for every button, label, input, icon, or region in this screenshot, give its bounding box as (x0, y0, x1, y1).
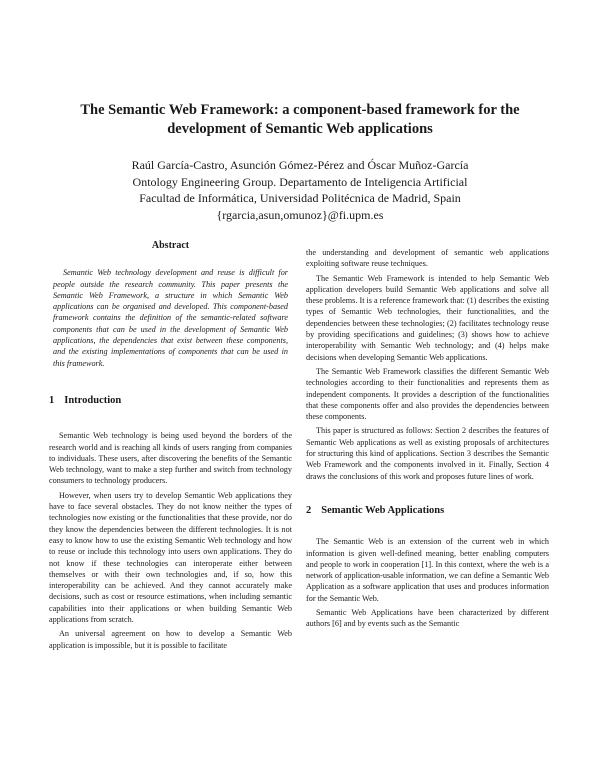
abstract-heading: Abstract (151, 240, 190, 251)
abstract-body (53, 267, 288, 369)
paragraph-continued: the understanding and development of semantic web applications exploiting software reuse techniques. (306, 248, 549, 269)
affiliation-university: Facultad de Informática, Universidad Politécnica de Madrid, Spain (139, 191, 461, 205)
title-line-2: development of Semantic Web applications (167, 121, 433, 137)
paragraph: This paper is structured as follows: Section 2 describes the features of Semantic Web applications as well as existing proposals of architectures for structuring this kind of applications. Section 3 describes the Semantic Web Framework and the components involved in it. Finally, Section 4 draws the conclusions of this work and proposes future lines of work. (306, 426, 549, 481)
paragraph: The Semantic Web is an extension of the current web in which information is given well-defined meaning, better enabling computers and people to work in cooperation [1]. In this context, where the web is a network of application-usable information, we can define a Semantic Web Application as a software application that uses and produces information for the Semantic Web. (306, 537, 549, 603)
title-line-1: The Semantic Web Framework: a component-based framework for the (80, 102, 520, 118)
section-title: Semantic Web Applications (321, 504, 445, 516)
author-block (40, 157, 560, 223)
affiliation-group: Ontology Engineering Group. Departamento de Inteligencia Artificial (132, 174, 468, 189)
paragraph: The Semantic Web Framework classifies the different Semantic Web technologies according to their functionalities and represents them as independent components. It provides a description of the functionalities that these components offer and also provides the dependencies between these components. (306, 366, 549, 422)
paragraph: An universal agreement on how to develop a Semantic Web application is impossible, but it is possible to facilitate (49, 629, 292, 650)
section-number: 2 (306, 504, 312, 516)
section-title: Introduction (64, 394, 122, 406)
authors: Raúl García-Castro, Asunción Gómez-Pérez and Óscar Muñoz-García (131, 158, 469, 172)
section2-body (306, 536, 549, 629)
left-column (49, 240, 292, 651)
paragraph: Semantic Web technology is being used beyond the borders of the research world and is reaching all kinds of users ranging from companies to individuals. These users, after discovering the benefits of the Semantic Web technology, want to make a step further and switch from technology consumers to technology producers. (49, 431, 292, 486)
abstract-text: Semantic Web technology development and reuse is difficult for people outside the research community. This paper presents the Semantic Web Framework, a structure in which Semantic Web applications can be organised and developed. This component-based framework contains the definition of the semantic-related software components that can be used in the development of Semantic Web applications, the dependencies that exist between these components, and the existing implementations of components that can be used in this framework. (53, 268, 288, 368)
introduction-body (49, 430, 292, 651)
paragraph: However, when users try to develop Semantic Web applications they have to face several obstacles. They do not know neither the types of technologies now existing or the functionalities that these provide, nor do they know the dependencies between the different technologies. It is not easy to know how to use the existing Semantic Web technology and how to reuse or include this technology into users own applications. They do not know if these technologies can interoperate either between themselves or with their own technologies and, if so, how this interoperability can be achieved. And they cannot accurately make decisions, such as cost or resource estimations, when including semantic capabilities into their applications or when building Semantic Web applications from scratch. (49, 490, 292, 625)
paper-title (40, 101, 560, 139)
author-email: {rgarcia,asun,omunoz}@fi.upm.es (216, 207, 384, 222)
section-heading-semantic-web-applications (306, 505, 549, 516)
section-heading-introduction (49, 395, 292, 406)
section-number: 1 (49, 394, 55, 406)
paragraph: Semantic Web Applications have been characterized by different authors [6] and by events such as the Semantic (306, 608, 549, 629)
right-column (306, 247, 549, 630)
paragraph: The Semantic Web Framework is intended to help Semantic Web application developers build Semantic Web applications and solve all these problems. It is a reference framework that: (1) describes the existing types of Semantic Web technologies, their functionalities, and the dependencies between these technologies; (2) facilitates technology reuse by providing specifications and guidelines; (3) shows how to achieve interoperability with Semantic Web technology; and (4) helps make decisions when developing Semantic Web applications. (306, 273, 549, 362)
